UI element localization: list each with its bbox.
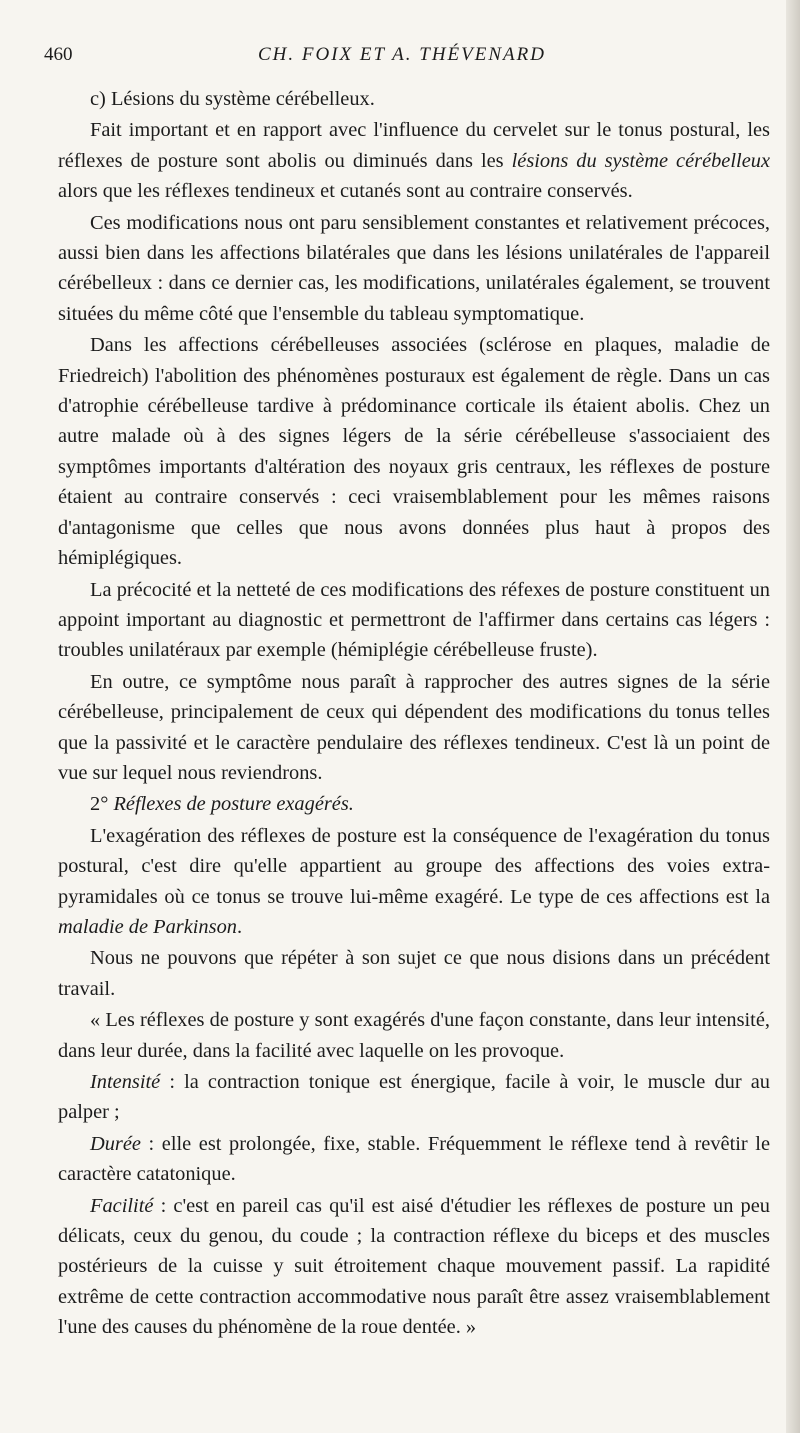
paragraph [58,1129,770,1190]
text: « Les réflexes de posture y sont exagérés d'une façon constante, dans leur intensité, dans leur durée, dans la facilité avec laquelle on les provoque. [58,1009,770,1062]
page-gutter-shadow [786,0,800,1433]
italic-text: lésions du système cérébelleux [511,149,770,172]
section-heading-c: c) Lésions du système cérébelleux. [90,88,375,110]
running-head: CH. FOIX ET A. THÉVENARD [258,44,546,65]
section-heading-2 [58,789,770,819]
page-number: 460 [44,44,73,65]
italic-term: Durée [90,1132,141,1155]
text: Fait important et en rapport avec l'influence du cervelet sur le tonus postural, les réflexes de posture sont abolis ou diminués dans les [58,119,770,172]
paragraph [58,575,770,666]
text: . [236,915,243,938]
paragraph [58,1005,770,1066]
italic-term: Intensité [90,1071,161,1093]
paragraph [58,1067,770,1128]
page-body [58,84,770,1343]
text: : la contraction tonique est énergique, facile à voir, le muscle dur au palper ; [58,1071,770,1124]
italic-term: Facilité [90,1194,154,1217]
paragraph [58,115,770,206]
paragraph [58,943,770,1004]
text: alors que les réflexes tendineux et cutanés sont au contraire conservés. [58,180,633,203]
heading-title: Réflexes de posture exagérés. [113,793,354,816]
paragraph [58,1191,770,1343]
text: Dans les affections cérébelleuses associées (sclérose en plaques, maladie de Friedreich) l'abolition des phénomènes posturaux est également de règle. Dans un cas d'atrophie cérébelleuse tardive à prédominance corticale ils étaient abolis. Chez un autre malade où à des signes légers de la série cérébelleuse s'associaient des symptômes importants d'altération des noyaux gris centraux, les réflexes de posture étaient au contraire conservés : ceci vraisemblablement pour les mêmes raisons d'antagonisme que celles que nous avons données plus haut à propos des hémiplégiques. [58,334,770,570]
text: L'exagération des réflexes de posture est la conséquence de l'exagération du tonus postural, c'est dire qu'elle appartient au groupe des affections des voies extra-pyramidales où ce tonus se trouve lui-même exagéré. Le type de ces affections est la [58,824,770,908]
paragraph [58,330,770,573]
text: : c'est en pareil cas qu'il est aisé d'étudier les réflexes de posture un peu délicats, ceux du genou, du coude ; la contraction réflexe du biceps et des muscles postérieurs de la cuisse y suit étroitement chaque mouvement passif. La rapidité extrême de cette contraction accommodative nous paraît être assez vraisemblablement l'une des causes du phénomène de la roue dentée. » [58,1194,770,1339]
paragraph [58,208,770,330]
heading-number: 2° [90,793,114,816]
paragraph [58,667,770,789]
text: La précocité et la netteté de ces modifications des réfexes de posture constituent un appoint important au diagnostic et permettront de l'affirmer dans certains cas légers : troubles unilatéraux par exemple (hémiplégie cérébelleuse fruste). [58,578,770,662]
paragraph [58,84,770,114]
text: Nous ne pouvons que répéter à son sujet ce que nous disions dans un précédent travail. [58,947,770,1000]
italic-text: maladie de Parkinson [58,915,237,938]
text: Ces modifications nous ont paru sensiblement constantes et relativement précoces, aussi bien dans les affections bilatérales que dans les lésions unilatérales de l'appareil cérébelleux : dans ce dernier cas, les modifications, unilatérales également, se trouvent situées du même côté que l'ensemble du tableau symptomatique. [58,211,770,325]
paragraph [58,821,770,943]
page-header [44,40,770,72]
book-page [44,40,770,1343]
text: En outre, ce symptôme nous paraît à rapprocher des autres signes de la série cérébelleuse, principalement de ceux qui dépendent des modifications du tonus telles que la passivité et le caractère pendulaire des réflexes tendineux. C'est là un point de vue sur lequel nous reviendrons. [58,670,770,784]
text: : elle est prolongée, fixe, stable. Fréquemment le réflexe tend à revêtir le caractère catatonique. [58,1132,770,1186]
